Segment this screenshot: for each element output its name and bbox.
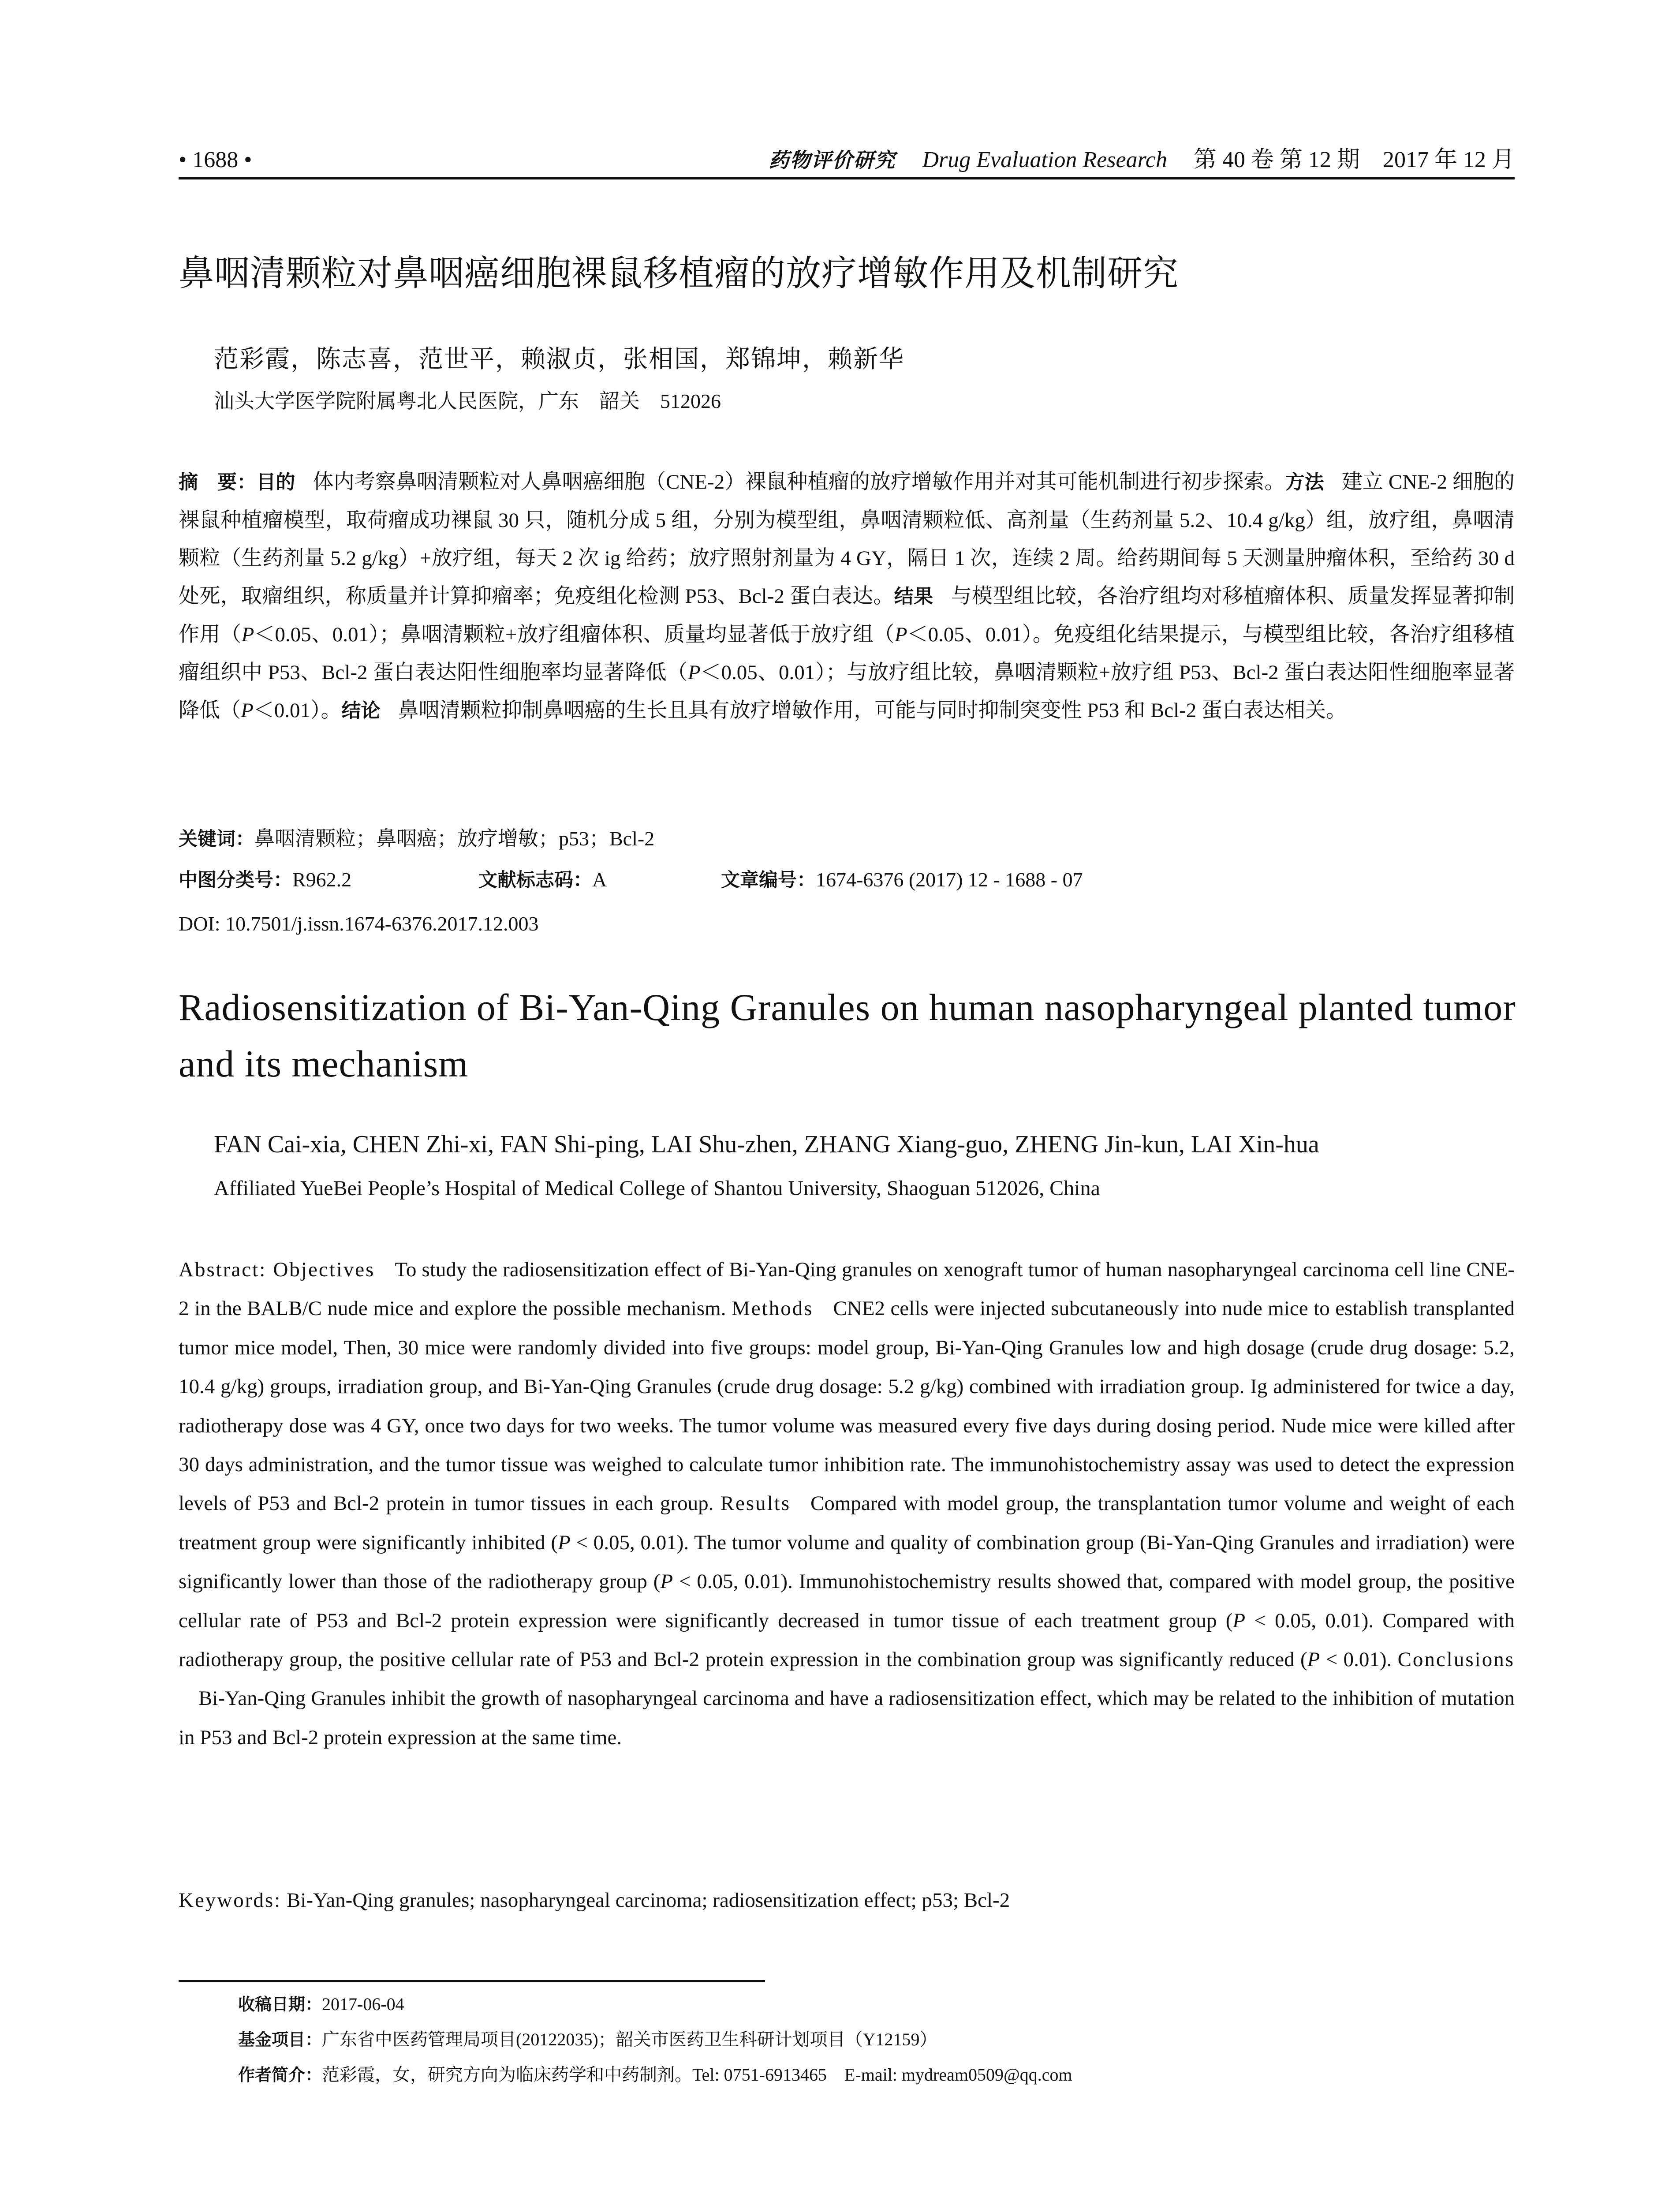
conclusions-label-en: Conclusions <box>1397 1648 1515 1671</box>
p-value-symbol: P <box>1232 1609 1246 1632</box>
keywords-text-cn: 鼻咽清颗粒；鼻咽癌；放疗增敏；p53；Bcl-2 <box>254 827 655 850</box>
p-value-symbol: P <box>241 699 254 722</box>
methods-label-cn: 方法 <box>1285 471 1324 493</box>
results-text-cn: ＜0.05、0.01）。免疫组化结果提示，与模型组比较，各治疗组移植瘤组织中 P53、Bcl-2 蛋白表达阳性细胞率均显著降低（ <box>179 623 1515 684</box>
journal-info <box>769 140 1515 180</box>
abstract-cn <box>179 463 1515 730</box>
clc-label: 中图分类号： <box>179 869 292 891</box>
article-number-label: 文章编号： <box>721 869 816 891</box>
affiliation-en: Affiliated YueBei People’s Hospital of Medical College of Shantou University, Shaoguan 512026, China <box>214 1177 1100 1200</box>
author-bio-label: 作者简介： <box>238 2065 322 2085</box>
p-value-symbol: P <box>557 1531 571 1554</box>
keywords-label-cn: 关键词： <box>179 828 254 850</box>
journal-issue: 第 40 卷 第 12 期 2017 年 12 月 <box>1193 147 1515 172</box>
footnote-rule <box>179 1980 765 1982</box>
article-title-cn: 鼻咽清颗粒对鼻咽癌细胞裸鼠移植瘤的放疗增敏作用及机制研究 <box>179 253 1179 294</box>
page-number: • 1688 • <box>179 147 252 172</box>
conclusion-label-cn: 结论 <box>341 699 381 722</box>
authors-en: FAN Cai-xia, CHEN Zhi-xi, FAN Shi-ping, LAI Shu-zhen, ZHANG Xiang-guo, ZHENG Jin-kun, LAI Xin-hua <box>214 1131 1319 1158</box>
conclusion-text-cn: 鼻咽清颗粒抑制鼻咽癌的生长且具有放疗增敏作用，可能与同时抑制突变性 P53 和 Bcl-2 蛋白表达相关。 <box>398 699 1347 722</box>
results-text-en: Compared with model group, the transplantation tumor volume and weight of each treatment group were significantly inhibited ( <box>179 1492 1515 1554</box>
objectives-text-en: To study the radiosensitization effect of Bi-Yan-Qing granules on xenograft tumor of human nasopharyngeal carcinoma cell line CNE-2 in the BALB/C nude mice and explore the possible mechanism. <box>179 1258 1515 1320</box>
journal-name-en: Drug Evaluation Research <box>922 147 1167 172</box>
results-text-cn: ＜0.05、0.01）；鼻咽清颗粒+放疗组瘤体积、质量均显著低于放疗组（ <box>254 623 895 646</box>
objective-label-cn: 目的 <box>256 471 295 493</box>
results-text-en: < 0.05, 0.01). Immunohistochemistry results showed that, compared with model group, the positive cellular rate of P53 and Bcl-2 protein expression were significantly decreased in tumor tissue of each treatment group ( <box>179 1570 1515 1632</box>
methods-label-en: Methods <box>732 1297 814 1320</box>
received-label: 收稿日期： <box>238 1995 322 2014</box>
header-rule <box>179 177 1515 179</box>
methods-text-cn: 建立 CNE-2 细胞的裸鼠种植瘤模型，取荷瘤成功裸鼠 30 只，随机分成 5 组，分别为模型组，鼻咽清颗粒低、高剂量（生药剂量 5.2、10.4 g/kg）组，放疗组，鼻咽清颗粒（生药剂量 5.2 g/kg）+放疗组，每天 2 次 ig 给药；放疗照射剂量为 4 GY，隔日 1 次，连续 2 周。给药期间每 5 天测量肿瘤体积，至给药 30 d 处死，取瘤组织，称质量并计算抑瘤率；免疫组化检测 P53、Bcl-2 蛋白表达。 <box>179 471 1515 608</box>
article-number-value: 1674-6376 (2017) 12 - 1688 - 07 <box>816 868 1083 891</box>
authors-cn: 范彩霞，陈志喜，范世平，赖淑贞，张相国，郑锦坤，赖新华 <box>214 346 904 373</box>
abstract-en <box>179 1250 1515 1757</box>
affiliation-cn: 汕头大学医学院附属粤北人民医院，广东 韶关 512026 <box>214 390 721 412</box>
conclusions-text-en: Bi-Yan-Qing Granules inhibit the growth of nasopharyngeal carcinoma and have a radiosensitization effect, which may be related to the inhibition of mutation in P53 and Bcl-2 protein expression at the same time. <box>179 1687 1515 1749</box>
doc-code-value: A <box>592 868 607 891</box>
results-text-en: < 0.01). <box>1320 1648 1392 1671</box>
footnote-funding <box>238 2024 937 2055</box>
received-date: 2017-06-04 <box>322 1994 404 2014</box>
classification-line <box>179 862 1083 898</box>
p-value-symbol: P <box>1307 1648 1320 1671</box>
keywords-cn <box>179 821 654 857</box>
results-text-en: < 0.05, 0.01). Compared with radiotherapy group, the positive cellular rate of P53 and Bcl-2 protein expression in the combination group was significantly reduced ( <box>179 1609 1515 1671</box>
article-title-en: Radiosensitization of Bi-Yan-Qing Granules on human nasopharyngeal planted tumor and its mechanism <box>179 986 1516 1085</box>
objective-text-cn: 体内考察鼻咽清颗粒对人鼻咽癌细胞（CNE-2）裸鼠种植瘤的放疗增敏作用并对其可能机制进行初步探索。 <box>313 471 1285 493</box>
abstract-label-cn: 摘 要： <box>179 471 257 493</box>
funding-text: 广东省中医药管理局项目(20122035)；韶关市医药卫生科研计划项目（Y12159） <box>322 2029 937 2049</box>
keywords-text-en: Bi-Yan-Qing granules; nasopharyngeal carcinoma; radiosensitization effect; p53; Bcl-2 <box>287 1889 1010 1912</box>
p-value-symbol: P <box>687 661 701 684</box>
journal-name-cn: 药物评价研究 <box>769 149 896 172</box>
footnote-received <box>238 1989 404 2020</box>
p-value-symbol: P <box>241 623 254 646</box>
p-value-symbol: P <box>894 623 907 646</box>
results-text-cn: ＜0.01）。 <box>253 699 342 722</box>
doi: DOI: 10.7501/j.issn.1674-6376.2017.12.003 <box>179 912 539 935</box>
running-header <box>179 140 1515 180</box>
author-bio-text: 范彩霞，女，研究方向为临床药学和中药制剂。Tel: 0751-6913465 E-mail: mydream0509@qq.com <box>322 2065 1072 2085</box>
methods-text-en: CNE2 cells were injected subcutaneously into nude mice to establish transplanted tumor mice model, Then, 30 mice were randomly divided into five groups: model group, Bi-Yan-Qing Granules low and high dosage (crude drug dosage: 5.2, 10.4 g/kg) groups, irradiation group, and Bi-Yan-Qing Granules (crude drug dosage: 5.2 g/kg) combined with irradiation group. Ig administered for twice a day, radiotherapy dose was 4 GY, once two days for two weeks. The tumor volume was measured every five days during dosing period. Nude mice were killed after 30 days administration, and the tumor tissue was weighed to calculate tumor inhibition rate. The immunohistochemistry assay was used to detect the expression levels of P53 and Bcl-2 protein in tumor tissues in each group. <box>179 1297 1515 1515</box>
clc-value: R962.2 <box>292 868 352 891</box>
funding-label: 基金项目： <box>238 2030 322 2049</box>
keywords-en <box>179 1881 1010 1920</box>
results-text-en: < 0.05, 0.01). The tumor volume and quality of combination group (Bi-Yan-Qing Granules and irradiation) were significantly lower than those of the radiotherapy group ( <box>179 1531 1515 1593</box>
p-value-symbol: P <box>660 1570 673 1593</box>
footnote-author-bio <box>238 2059 1072 2090</box>
keywords-label-en: Keywords: <box>179 1889 282 1912</box>
doc-code-label: 文献标志码： <box>478 869 592 891</box>
results-text-cn: ＜0.05、0.01）；与放疗组比较，鼻咽清颗粒+放疗组 P53、Bcl-2 蛋白表达阳性细胞率显著降低（ <box>179 661 1515 722</box>
results-text-cn: 与模型组比较，各治疗组均对移植瘤体积、质量发挥显著抑制作用（ <box>179 585 1515 646</box>
abstract-objectives-label-en: Abstract: Objectives <box>179 1258 375 1281</box>
results-label-cn: 结果 <box>894 585 933 608</box>
results-label-en: Results <box>720 1492 791 1515</box>
